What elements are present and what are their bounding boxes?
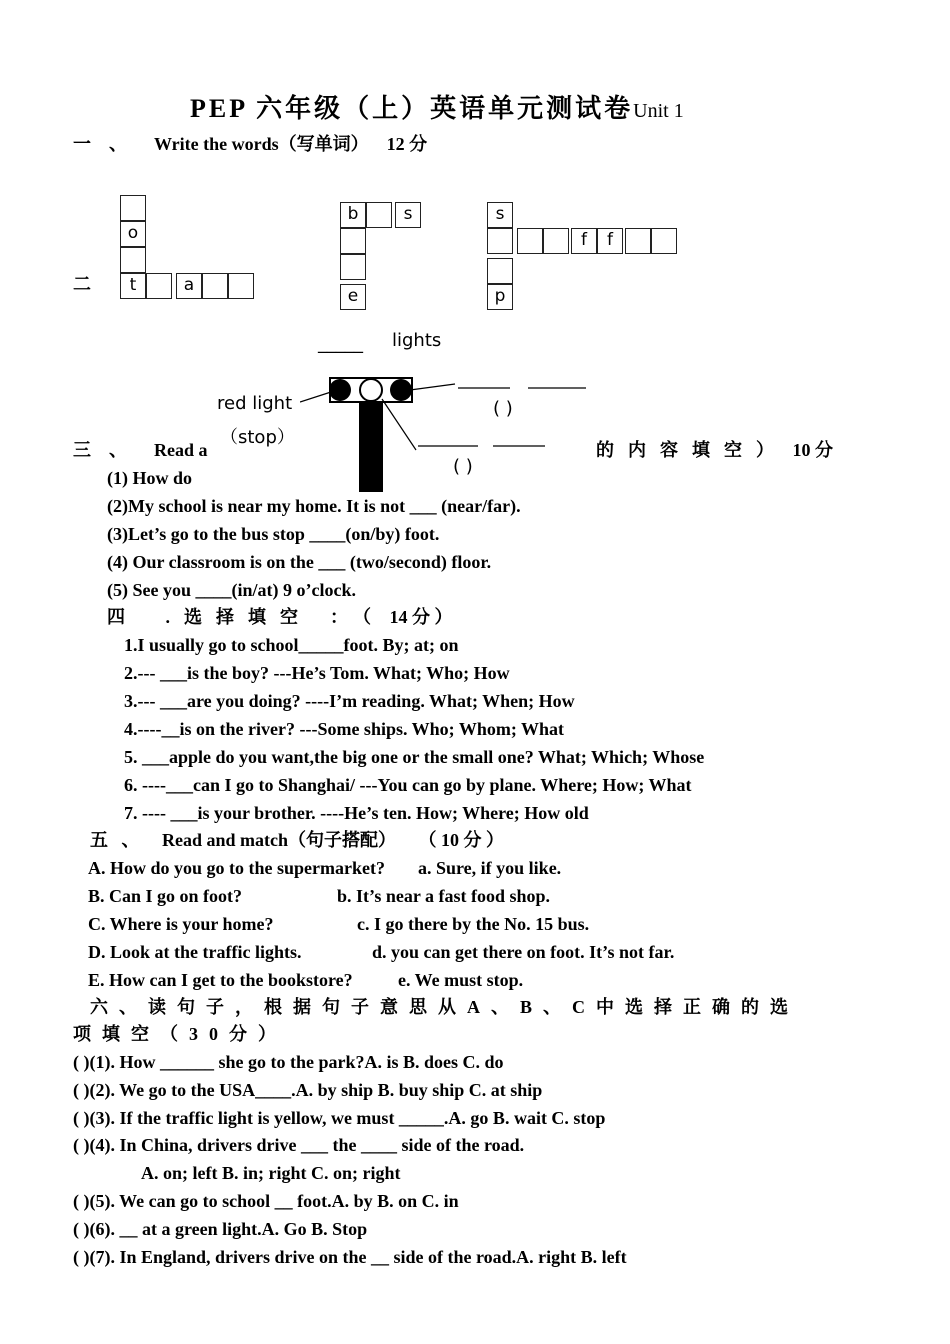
section-5-label: Read and match（句子搭配）	[162, 830, 397, 850]
section-3-item: (2)My school is near my home. It is not ___ (near/far).	[107, 496, 521, 516]
grid-cell[interactable]	[543, 228, 569, 254]
section-5-score: （ 10 分 ）	[418, 830, 505, 850]
light-red	[329, 379, 351, 401]
grid-cell[interactable]: f	[571, 228, 597, 254]
grid-cell[interactable]	[487, 258, 513, 284]
grid-cell[interactable]: e	[340, 284, 366, 310]
section-6-item: ( )(2). We go to the USA____.A. by ship B. buy ship C. at ship	[73, 1080, 543, 1100]
section-6-heading-line2: 项填空（30分）	[73, 1024, 287, 1044]
page-title	[190, 88, 684, 125]
match-right: c. I go there by the No. 15 bus.	[357, 914, 590, 934]
section-6-heading-line1: 六、读句子，根据句子意思从A、B、C中选择正确的选	[90, 997, 800, 1017]
grid-cell[interactable]: b	[340, 202, 366, 228]
grid-cell[interactable]	[487, 228, 513, 254]
match-right: b. It’s near a fast food shop.	[337, 886, 551, 906]
section-4-label: .选择填空	[165, 607, 312, 627]
grid-cell[interactable]: o	[120, 221, 146, 247]
match-left: D. Look at the traffic lights.	[88, 942, 302, 962]
answer-paren-2[interactable]: ( )	[453, 456, 473, 477]
grid-cell[interactable]: s	[487, 202, 513, 228]
grid-cell[interactable]	[366, 202, 392, 228]
section-4-number: 四	[107, 607, 125, 627]
section-6-item: ( )(7). In England, drivers drive on the __ side of the road.A. right B. left	[73, 1247, 627, 1267]
grid-cell[interactable]	[120, 195, 146, 221]
grid-cell[interactable]	[651, 228, 677, 254]
section-1-label: Write the words（写单词）	[154, 134, 369, 154]
section-3-sep: 、	[109, 440, 127, 460]
section-1-sep: 、	[109, 134, 127, 154]
section-3-label-start: Read a	[154, 440, 208, 460]
answer-paren-1[interactable]: ( )	[493, 398, 513, 419]
light-green	[390, 379, 412, 401]
match-left: E. How can I get to the bookstore?	[88, 970, 353, 990]
grid-cell[interactable]	[146, 273, 172, 299]
lights-label: lights	[392, 330, 442, 351]
red-light-label: red light	[217, 393, 293, 414]
title-unit: Unit 1	[633, 100, 684, 122]
section-6-item: ( )(5). We can go to school __ foot.A. by B. on C. in	[73, 1191, 459, 1211]
section-3-score: 10 分	[792, 440, 833, 460]
section-1-heading	[73, 133, 427, 155]
pointer-line	[410, 384, 455, 390]
match-right: a. Sure, if you like.	[418, 858, 562, 878]
section-3-item: (4) Our classroom is on the ___ (two/second) floor.	[107, 552, 492, 572]
signal-pole	[359, 402, 383, 492]
match-left: A. How do you go to the supermarket?	[88, 858, 385, 878]
stop-label: （stop）	[220, 427, 295, 448]
section-4-item: 1.I usually go to school_____foot. By; at; on	[124, 635, 459, 655]
grid-cell[interactable]	[340, 254, 366, 280]
grid-cell[interactable]: f	[597, 228, 623, 254]
traffic-light-figure	[300, 372, 600, 494]
pointer-line	[300, 392, 331, 402]
match-right: d. you can get there on foot. It’s not far.	[372, 942, 675, 962]
section-2-number: 二	[73, 274, 91, 294]
section-1-number: 一	[73, 134, 91, 154]
grid-cell[interactable]	[120, 247, 146, 273]
section-4-item: 2.--- ___is the boy? ---He’s Tom. What; Who; How	[124, 663, 510, 683]
section-4-score: 14 分 ）	[389, 607, 453, 627]
section-3-item: (5) See you ____(in/at) 9 o’clock.	[107, 580, 356, 600]
section-4-item: 6. ----___can I go to Shanghai/ ---You can go by plane. Where; How; What	[124, 775, 692, 795]
grid-cell[interactable]	[202, 273, 228, 299]
section-4-item: 7. ---- ___is your brother. ----He’s ten. How; Where; How old	[124, 803, 589, 823]
light-yellow	[360, 379, 382, 401]
section-5-number: 五	[90, 830, 108, 850]
section-3-label-end: 的内容填空）	[596, 440, 788, 460]
grid-cell[interactable]: p	[487, 284, 513, 310]
section-4-item: 4.----__is on the river? ---Some ships. Who; Whom; What	[124, 719, 564, 739]
section-4-item: 5. ___apple do you want,the big one or the small one? What; Which; Whose	[124, 747, 705, 767]
grid-cell[interactable]: a	[176, 273, 202, 299]
grid-cell[interactable]: s	[395, 202, 421, 228]
match-left: C. Where is your home?	[88, 914, 274, 934]
match-right: e. We must stop.	[398, 970, 524, 990]
section-4-heading	[107, 606, 453, 628]
match-left: B. Can I go on foot?	[88, 886, 243, 906]
section-4-colon: ：（	[330, 607, 385, 627]
section-3-item: (3)Let’s go to the bus stop ____(on/by) foot.	[107, 524, 440, 544]
lights-blank[interactable]: _____	[318, 333, 363, 354]
grid-cell[interactable]	[517, 228, 543, 254]
section-4-item: 3.--- ___are you doing? ----I’m reading. What; When; How	[124, 691, 575, 711]
grid-cell[interactable]: t	[120, 273, 146, 299]
section-3-heading-end	[596, 439, 833, 461]
grid-cell[interactable]	[340, 228, 366, 254]
title-main: PEP 六年级（上）英语单元测试卷	[190, 94, 634, 123]
section-6-item: ( )(6). __ at a green light.A. Go B. Stop	[73, 1219, 368, 1239]
pointer-line	[382, 399, 416, 450]
section-1-score: 12 分	[386, 134, 428, 154]
grid-cell[interactable]	[228, 273, 254, 299]
section-6-item-options: A. on; left B. in; right C. on; right	[141, 1163, 401, 1183]
grid-cell[interactable]	[625, 228, 651, 254]
section-6-item: ( )(3). If the traffic light is yellow, we must _____.A. go B. wait C. stop	[73, 1108, 606, 1128]
section-6-item: ( )(1). How ______ she go to the park?A. is B. does C. do	[73, 1052, 504, 1072]
section-3-item: (1) How do	[107, 468, 192, 488]
section-5-sep: 、	[121, 830, 140, 850]
section-6-item: ( )(4). In China, drivers drive ___ the ____ side of the road.	[73, 1135, 525, 1155]
section-3-heading-start	[73, 439, 208, 461]
section-5-heading	[90, 829, 504, 851]
section-3-number: 三	[73, 440, 91, 460]
